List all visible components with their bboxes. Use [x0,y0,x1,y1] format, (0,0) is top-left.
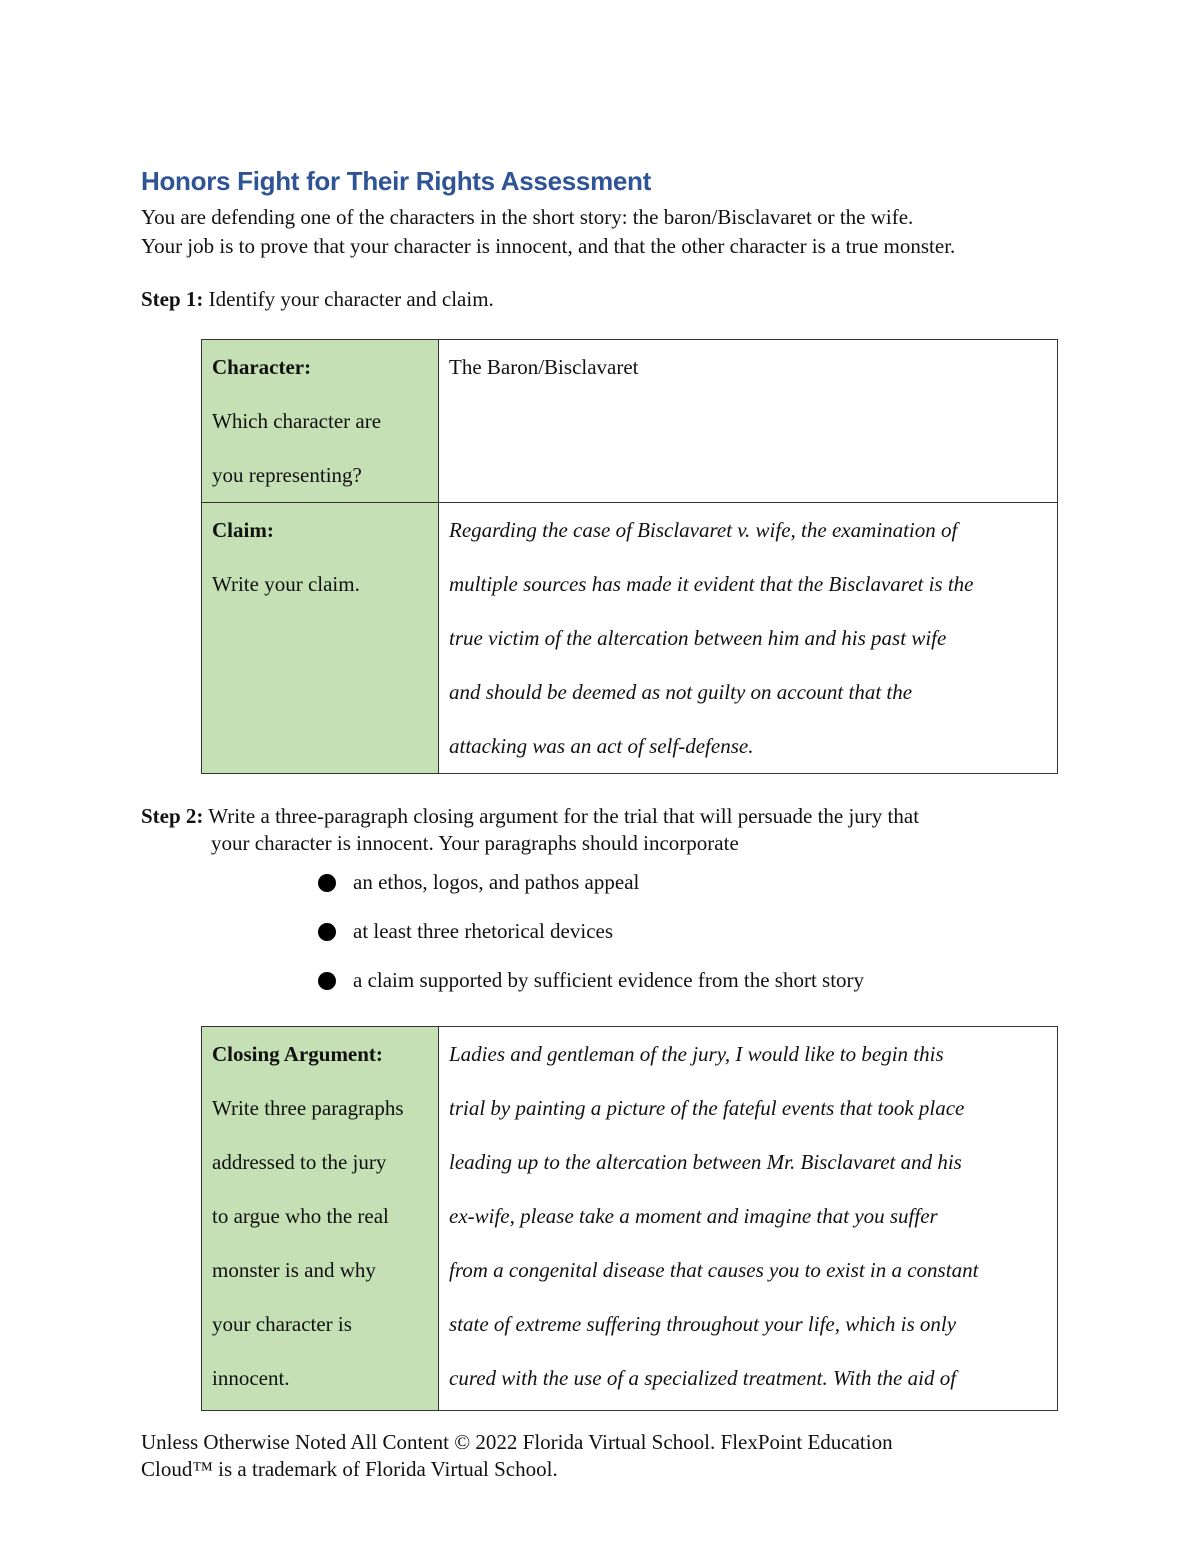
page-title: Honors Fight for Their Rights Assessment [141,166,651,196]
intro-line-1: You are defending one of the characters in the short story: the baron/Bisclavaret or the wife. [141,205,914,229]
claim-line: and should be deemed as not guilty on account that the [449,680,913,704]
bullet-icon [318,972,336,990]
closing-argument-line: leading up to the altercation between Mr. Bisclavaret and his [449,1150,962,1174]
claim-row [202,503,1058,774]
character-label: Character: [212,355,312,379]
list-item [318,915,864,964]
claim-line: true victim of the altercation between him and his past wife [449,626,947,650]
closing-prompt-line: to argue who the real [212,1204,389,1228]
step-1-label: Step 1: [141,287,204,311]
step-2-instruction [141,803,919,830]
bullet-icon [318,874,336,892]
list-item-text: a claim supported by sufficient evidence from the short story [353,968,865,992]
closing-argument-value-cell[interactable] [439,1027,1058,1411]
character-value: The Baron/Bisclavaret [449,355,639,379]
requirements-list [318,866,864,1013]
list-item [318,866,864,915]
closing-prompt-line: Write three paragraphs [212,1096,404,1120]
copyright-footer [141,1429,893,1483]
closing-argument-line: state of extreme suffering throughout your life, which is only [449,1312,957,1336]
step-2-continuation: your character is innocent. Your paragraphs should incorporate [211,831,739,855]
character-row [202,340,1058,503]
closing-argument-row [202,1027,1058,1411]
claim-label-cell [202,503,439,774]
closing-argument-line: from a congenital disease that causes you to exist in a constant [449,1258,979,1282]
character-prompt-line-2: you representing? [212,463,362,487]
claim-prompt: Write your claim. [212,572,360,596]
footer-line-2: Cloud™ is a trademark of Florida Virtual School. [141,1457,558,1481]
character-claim-table [201,339,1058,774]
closing-argument-line: cured with the use of a specialized treatment. With the aid of [449,1366,957,1390]
claim-line: Regarding the case of Bisclavaret v. wife, the examination of [449,518,958,542]
step-1-text: Identify your character and claim. [203,287,494,311]
list-item-text: an ethos, logos, and pathos appeal [353,870,640,894]
list-item [318,964,864,1013]
step-2-label: Step 2: [141,804,204,828]
closing-argument-line: trial by painting a picture of the fateful events that took place [449,1096,965,1120]
intro-line-2: Your job is to prove that your character is innocent, and that the other character is a true monster. [141,234,956,258]
character-label-cell [202,340,439,503]
step-2-text: Write a three-paragraph closing argument for the trial that will persuade the jury that [203,804,920,828]
claim-line: attacking was an act of self-defense. [449,734,754,758]
closing-label-cell [202,1027,439,1411]
closing-argument-table [201,1026,1058,1411]
closing-prompt-line: monster is and why [212,1258,376,1282]
footer-line-1: Unless Otherwise Noted All Content © 2022 Florida Virtual School. FlexPoint Education [141,1430,893,1454]
list-item-text: at least three rhetorical devices [353,919,614,943]
closing-argument-line: ex-wife, please take a moment and imagine that you suffer [449,1204,938,1228]
closing-label: Closing Argument: [212,1042,383,1066]
claim-label: Claim: [212,518,274,542]
bullet-icon [318,923,336,941]
character-value-cell[interactable] [439,340,1058,503]
character-prompt-line-1: Which character are [212,409,382,433]
closing-argument-line: Ladies and gentleman of the jury, I would like to begin this [449,1042,944,1066]
step-1-instruction [141,286,494,313]
claim-value-cell[interactable] [439,503,1058,774]
closing-prompt-line: your character is [212,1312,352,1336]
closing-prompt-line: innocent. [212,1366,290,1390]
intro-paragraph [141,203,955,261]
claim-line: multiple sources has made it evident that the Bisclavaret is the [449,572,974,596]
closing-prompt-line: addressed to the jury [212,1150,387,1174]
